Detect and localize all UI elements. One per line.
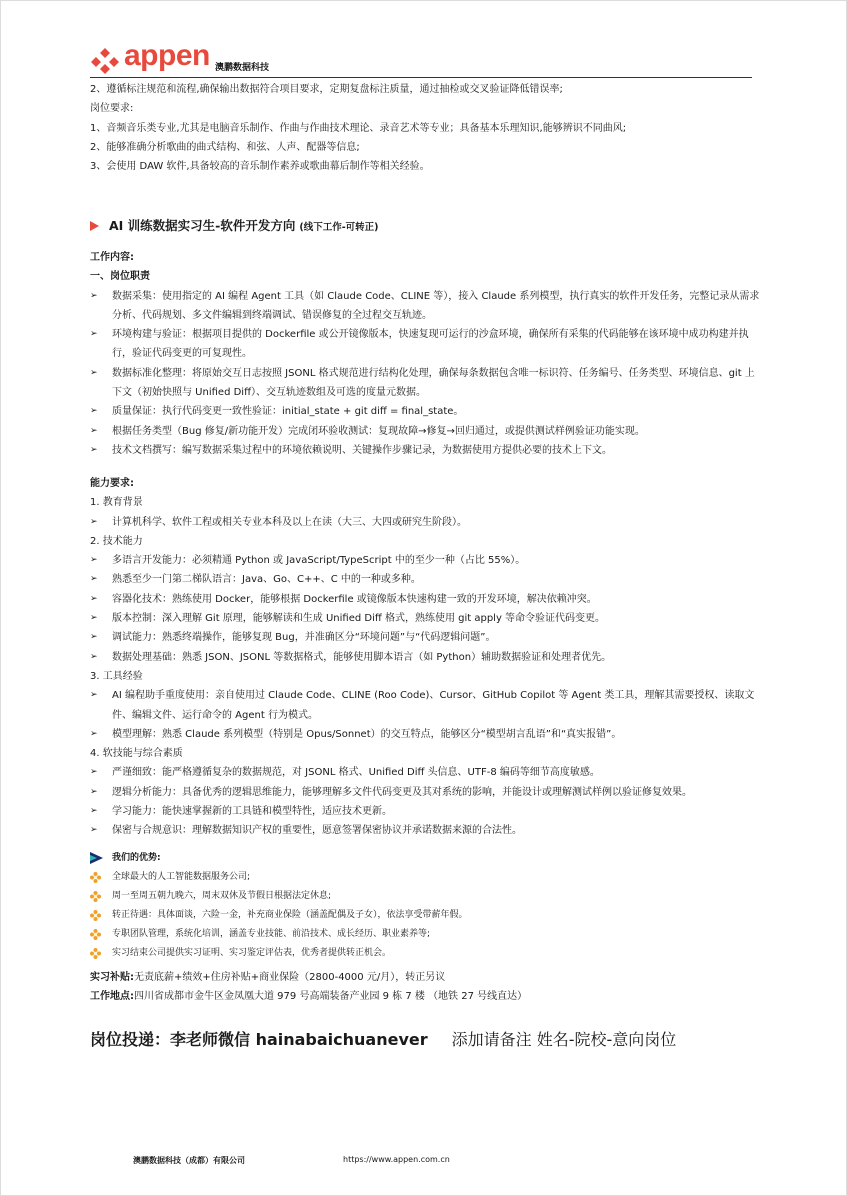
intro-line: 2、能够准确分析歌曲的曲式结构、和弦、人声、配器等信息; — [90, 141, 360, 153]
header-divider — [90, 77, 752, 78]
footer-company: 澳鹏数据科技（成都）有限公司 — [133, 1156, 245, 1165]
ability-group-label: 3. 工具经验 — [90, 670, 143, 682]
list-item — [90, 821, 760, 840]
list-item-text: 严谨细致：能严格遵循复杂的数据规范，对 JSONL 格式、Unified Diff 头信息、UTF-8 编码等细节高度敏感。 — [112, 767, 600, 779]
logo-wordmark: appen — [124, 39, 210, 72]
subsidy-label: 实习补贴: — [90, 972, 134, 983]
triangle-icon — [90, 221, 99, 231]
advantage-text: 全球最大的人工智能数据服务公司; — [112, 872, 251, 882]
list-item-text: 版本控制：深入理解 Git 原理，能够解读和生成 Unified Diff 格式，熟练使用 git apply 等命令验证代码变更。 — [112, 613, 606, 625]
arrow-bullet-icon: ➢ — [90, 728, 98, 739]
list-item-text: 数据标准化整理：将原始交互日志按照 JSONL 格式规范进行结构化处理，确保每条数据包含唯一标识符、任务编号、任务类型、环境信息、git 上下文（初始快照与 Unified Diff）、交互轨迹数组及可选的度量元数据。 — [112, 367, 755, 399]
list-item-text: 环境构建与验证：根据项目提供的 Dockerfile 或公开镜像版本，快速复现可运行的沙盒环境，确保所有采集的代码能够在该环境中成功构建并执行，验证代码变更的可复现性。 — [112, 329, 749, 360]
flower-bullet-icon — [90, 891, 101, 902]
arrow-bullet-icon: ➢ — [90, 786, 98, 797]
apply-contact: 岗位投递：李老师微信 hainabaichuanever — [90, 1030, 428, 1049]
list-item-text: 数据采集：使用指定的 AI 编程 Agent 工具（如 Claude Code、CLINE 等），接入 Claude 系列模型，执行真实的软件开发任务，完整记录从需求分析、代码规划、多文件编辑到终端调试、错误修复的全过程交互轨迹。 — [112, 290, 760, 321]
arrow-bullet-icon: ➢ — [90, 444, 98, 455]
advantages-heading — [90, 849, 760, 868]
subsidy-row — [90, 968, 760, 987]
list-item — [90, 763, 760, 782]
apply-note: 添加请备注 姓名-院校-意向岗位 — [451, 1030, 677, 1049]
list-item — [90, 725, 760, 744]
arrow-bullet-icon: ➢ — [90, 574, 98, 585]
advantage-text: 专职团队管理，系统化培训，涵盖专业技能、前沿技术、成长经历、职业素养等; — [112, 929, 431, 940]
advantages-section — [90, 849, 760, 963]
arrow-bullet-icon: ➢ — [90, 613, 98, 624]
list-item — [90, 551, 760, 570]
location-value: 四川省成都市金牛区金凤凰大道 979 号高端装备产业园 9 栋 7 楼 （地铁 27 号线直达） — [134, 991, 528, 1003]
arrow-bullet-icon: ➢ — [90, 825, 98, 836]
list-item — [90, 325, 760, 364]
flower-bullet-icon — [90, 910, 101, 921]
arrow-bullet-icon: ➢ — [90, 806, 98, 817]
footer-url: https://www.appen.com.cn — [343, 1155, 450, 1164]
list-item-text: 调试能力：熟悉终端操作，能够复现 Bug，并准确区分“环境问题”与“代码逻辑问题”。 — [112, 632, 496, 644]
work-subheading: 一、岗位职责 — [90, 271, 150, 283]
arrow-bullet-icon: ➢ — [90, 290, 98, 301]
work-content — [90, 248, 760, 460]
arrow-bullet-icon: ➢ — [90, 367, 98, 378]
ability-group-label: 4. 软技能与综合素质 — [90, 748, 183, 760]
list-item-text: 多语言开发能力：必须精通 Python 或 JavaScript/TypeScript 中的至少一种（占比 55%）。 — [112, 555, 526, 567]
advantage-item — [90, 887, 760, 906]
list-item — [90, 287, 760, 326]
ability-group-label: 2. 技术能力 — [90, 535, 143, 547]
list-item-text: 计算机科学、软件工程或相关专业本科及以上在读（大三、大四或研究生阶段）。 — [112, 516, 467, 528]
advantage-item — [90, 868, 760, 887]
list-item — [90, 570, 760, 589]
list-item-text: 数据处理基础：熟悉 JSON、JSONL 等数据格式，能够使用脚本语言（如 Python）辅助数据验证和处理者优先。 — [112, 651, 612, 663]
advantage-item — [90, 925, 760, 944]
advantage-text: 周一至周五朝九晚六，周末双休及节假日根据法定休息; — [112, 891, 332, 902]
advantage-item — [90, 944, 760, 963]
flower-bullet-icon — [90, 948, 101, 959]
intro-line: 岗位要求: — [90, 103, 134, 115]
subsidy-value: 无责底薪+绩效+住房补贴+商业保险（2800-4000 元/月），转正另议 — [134, 972, 446, 983]
intro-line: 1、音频音乐类专业,尤其是电脑音乐制作、作曲与作曲技术理论、录音艺术等专业；具备基本乐理知识,能够辨识不同曲风; — [90, 122, 627, 134]
list-item — [90, 648, 760, 667]
list-item — [90, 513, 760, 532]
advantages-heading-text: 我们的优势: — [112, 853, 161, 863]
ability-heading: 能力要求: — [90, 478, 134, 489]
list-item-text: 质量保证：执行代码变更一致性验证：initial_state + git diff = final_state。 — [112, 406, 464, 418]
list-item — [90, 364, 760, 403]
ability-group-label: 1. 教育背景 — [90, 497, 143, 509]
list-item-text: 容器化技术：熟练使用 Docker，能够根据 Dockerfile 或镜像版本快速构建一致的开发环境，解决依赖冲突。 — [112, 593, 597, 605]
list-item-text: 模型理解：熟悉 Claude 系列模型（特别是 Opus/Sonnet）的交互特点，能够区分“模型胡言乱语”和“真实报错”。 — [112, 728, 622, 740]
logo-diamond-icon — [90, 47, 120, 75]
flower-bullet-icon — [90, 929, 101, 940]
list-item-text: 逻辑分析能力：具备优秀的逻辑思维能力，能够理解多文件代码变更及其对系统的影响，并能设计或理解测试样例以验证修复效果。 — [112, 786, 692, 798]
location-row — [90, 987, 760, 1006]
list-item — [90, 422, 760, 441]
arrow-bullet-icon: ➢ — [90, 593, 98, 604]
company-short-name: 澳鹏数据科技 — [215, 63, 270, 73]
section-title — [90, 216, 379, 234]
list-item-text: AI 编程助手重度使用：亲自使用过 Claude Code、CLINE (Roo Code)、Cursor、GitHub Copilot 等 Agent 类工具，理解其需要授权、读取文件、编辑文件、运行命令的 Agent 行为模式。 — [112, 690, 755, 721]
job-details — [90, 968, 760, 1007]
intro-line: 3、会使用 DAW 软件,具备较高的音乐制作素养或歌曲幕后制作等相关经验。 — [90, 161, 430, 173]
advantage-text: 转正待遇：具体面谈，六险一金，补充商业保险（涵盖配偶及子女），依法享受带薪年假。 — [112, 910, 468, 921]
arrow-bullet-icon: ➢ — [90, 329, 98, 340]
work-heading: 工作内容: — [90, 252, 134, 263]
arrow-bullet-icon: ➢ — [90, 690, 98, 701]
list-item-text: 熟悉至少一门第二梯队语言：Java、Go、C++、C 中的一种或多种。 — [112, 574, 421, 586]
location-label: 工作地点: — [90, 991, 134, 1003]
list-item-text: 学习能力：能快速掌握新的工具链和模型特性，适应技术更新。 — [112, 806, 392, 818]
advantage-item — [90, 906, 760, 925]
list-item — [90, 590, 760, 609]
arrow-bullet-icon: ➢ — [90, 516, 98, 527]
flag-icon — [90, 852, 103, 864]
list-item — [90, 441, 760, 460]
arrow-bullet-icon: ➢ — [90, 651, 98, 662]
intro-block — [90, 80, 760, 176]
advantage-text: 实习结束公司提供实习证明、实习鉴定评估表，优秀者提供转正机会。 — [112, 948, 392, 959]
list-item — [90, 628, 760, 647]
ability-requirements — [90, 474, 760, 841]
list-item-text: 保密与合规意识：理解数据知识产权的重要性，愿意签署保密协议并承诺数据来源的合法性。 — [112, 825, 522, 837]
list-item — [90, 802, 760, 821]
flower-bullet-icon — [90, 872, 101, 883]
list-item — [90, 686, 760, 725]
arrow-bullet-icon: ➢ — [90, 555, 98, 566]
arrow-bullet-icon: ➢ — [90, 406, 98, 417]
section-note: (线下工作-可转正) — [299, 222, 379, 233]
arrow-bullet-icon: ➢ — [90, 425, 98, 436]
arrow-bullet-icon: ➢ — [90, 632, 98, 643]
intro-line: 2、遵循标注规范和流程,确保输出数据符合项目要求，定期复盘标注质量，通过抽检或交叉验证降低错误率; — [90, 84, 563, 95]
list-item-text: 技术文档撰写：编写数据采集过程中的环境依赖说明、关键操作步骤记录，为数据使用方提供必要的技术上下文。 — [112, 444, 612, 456]
list-item — [90, 609, 760, 628]
section-title-text: AI 训练数据实习生-软件开发方向 — [109, 218, 296, 233]
list-item-text: 根据任务类型（Bug 修复/新功能开发）完成闭环验收测试：复现故障→修复→回归通过，或提供测试样例验证功能实现。 — [112, 425, 645, 437]
list-item — [90, 783, 760, 802]
apply-line — [90, 1027, 676, 1050]
arrow-bullet-icon: ➢ — [90, 767, 98, 778]
list-item — [90, 402, 760, 421]
